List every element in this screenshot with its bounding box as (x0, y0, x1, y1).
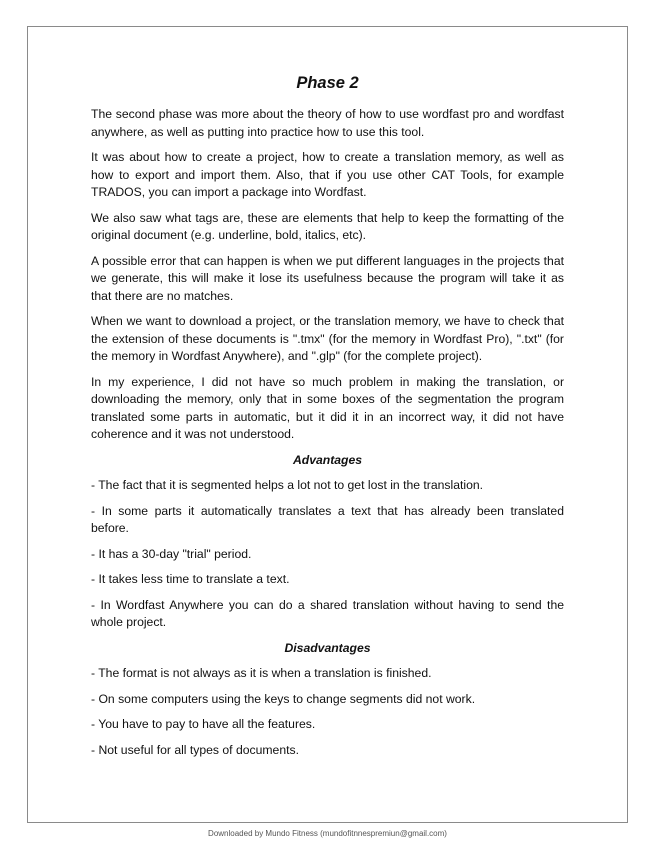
document-body (91, 72, 564, 767)
paragraph-4: A possible error that can happen is when we put different languages in the projects that we generate, this will make it lose its usefulness because the program will take it as that there are no matches. (91, 253, 564, 303)
paragraph-3: We also saw what tags are, these are elements that help to keep the formatting of the original document (e.g. underline, bold, italics, etc). (91, 210, 564, 242)
advantage-item: - It has a 30-day "trial" period. (91, 546, 252, 561)
paragraph-6: In my experience, I did not have so much problem in making the translation, or downloading the memory, only that in some boxes of the segmentation the program translated some parts in automatic, but it did it in an incorrect way, it did not have coherence and it was not understood. (91, 374, 564, 441)
page-title: Phase 2 (296, 74, 359, 92)
disadvantages-heading: Disadvantages (284, 640, 371, 655)
advantage-item: - It takes less time to translate a text. (91, 572, 290, 586)
disadvantage-item: - You have to pay to have all the features. (91, 717, 316, 731)
disadvantage-item: - Not useful for all types of documents. (91, 742, 299, 757)
disadvantage-item: - On some computers using the keys to change segments did not work. (91, 691, 476, 706)
advantage-item: - In some parts it automatically translates a text that has already been translated before. (91, 503, 564, 535)
advantage-item: - The fact that it is segmented helps a lot not to get lost in the translation. (91, 478, 484, 492)
advantage-item: - In Wordfast Anywhere you can do a shared translation without having to send the whole project. (91, 597, 564, 629)
paragraph-1: The second phase was more about the theory of how to use wordfast pro and wordfast anywhere, as well as putting into practice how to use this tool. (91, 107, 564, 139)
disadvantage-item: - The format is not always as it is when a translation is finished. (91, 666, 432, 680)
download-footer: Downloaded by Mundo Fitness (mundofitnnespremiun@gmail.com) (208, 829, 447, 838)
paragraph-5: When we want to download a project, or the translation memory, we have to check that the extension of these documents is ".tmx" (for the memory in Wordfast Pro), ".txt" (for the memory in Wordfast Anywhere), and ".glp" (for the complete project). (91, 314, 564, 363)
advantages-heading: Advantages (292, 452, 363, 467)
paragraph-2: It was about how to create a project, how to create a translation memory, as well as how to export and import them. Also, that if you use other CAT Tools, for example TRADOS, you can import a package into Wordfast. (91, 150, 564, 199)
